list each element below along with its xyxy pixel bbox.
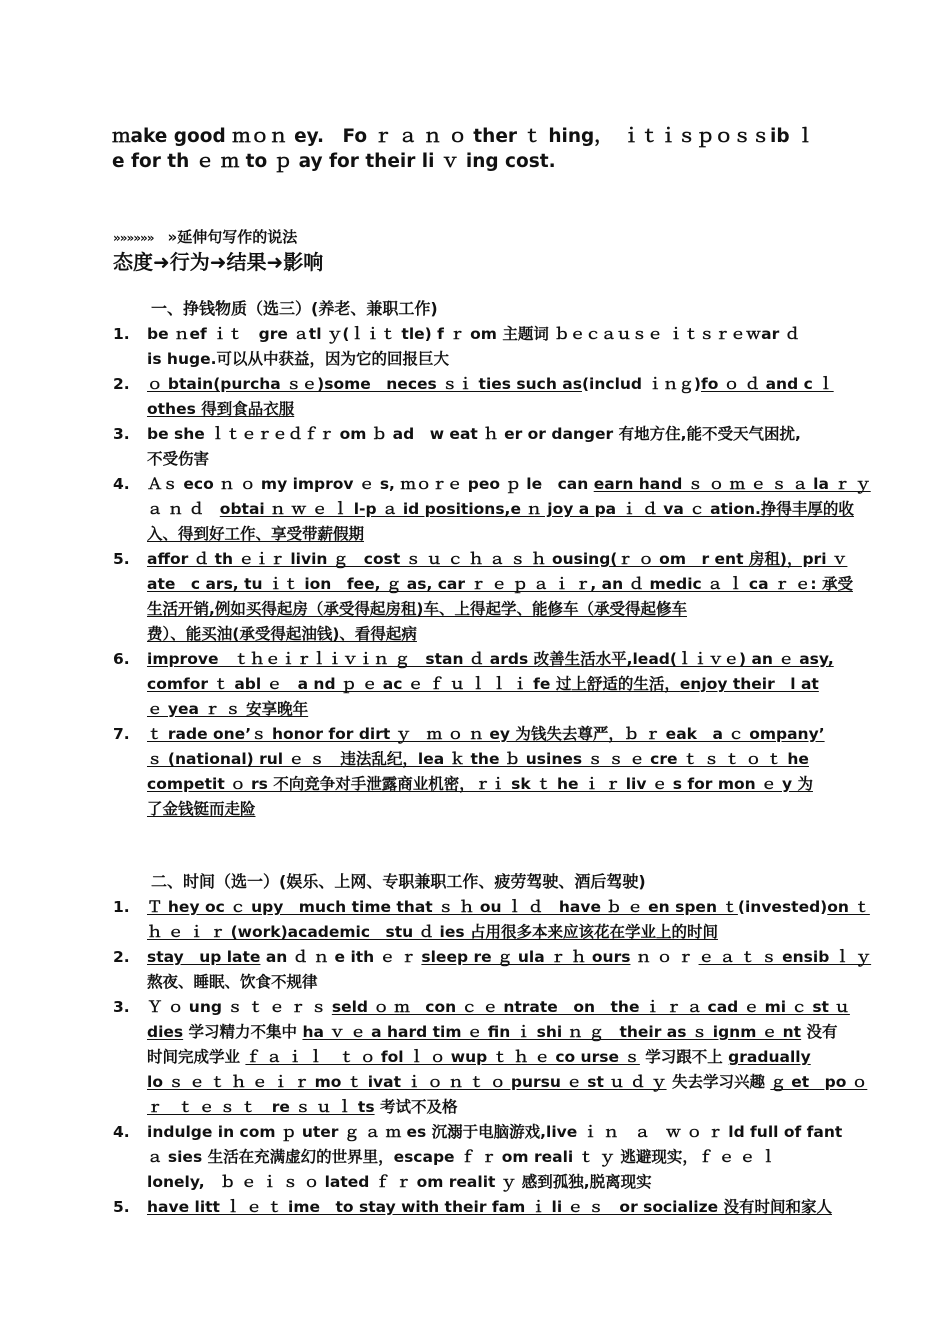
item-line bbox=[147, 970, 838, 995]
item-line bbox=[147, 647, 838, 672]
underlined-text: ｓ (national) rul ｅ ｓ 违法乱纪，lea ｋ the ｂ usines ｓ ｓ ｅ cre ｔ ｓ ｔ ｏ ｔ he bbox=[147, 750, 809, 768]
item-text: an ｄ ｎ e ith ｅ ｒ bbox=[260, 948, 422, 966]
list-item bbox=[113, 1120, 843, 1195]
item-line bbox=[147, 497, 854, 522]
item-number: 5. bbox=[113, 550, 130, 568]
item-text: Ａｓ eco ｎ ｏ my improv ｅ s, ｍｏｒｅ peo ｐ le can bbox=[147, 475, 594, 493]
list-item bbox=[113, 722, 838, 822]
item-text: 考试不及格 bbox=[374, 1098, 458, 1116]
item-text: 学习跟不上 bbox=[639, 1048, 729, 1066]
item-line bbox=[147, 1020, 838, 1045]
item-line bbox=[147, 895, 870, 920]
underlined-text: ｅ ａ ｔ ｓ ensib ｌ ｙ bbox=[698, 948, 872, 966]
underlined-text: seld ｏ ｍ con ｃ ｅ ntrate on the ｉ ｒ ａ cad ｅ mi ｃ st ｕ bbox=[331, 998, 850, 1016]
item-text: indulge in com ｐ uter ｇ ａ ｍ es 沉溺于电脑游戏,live ｉ ｎ ａ ｗ ｏ ｒ ld full of fant bbox=[147, 1123, 843, 1141]
underlined-text: obtai ｎ ｗ ｅ ｌ l-p ａ id positions,e ｎ joy a pa ｉ ｄ va ｃ ation.挣得丰厚的收 bbox=[219, 500, 854, 518]
item-line bbox=[147, 995, 850, 1020]
list-item bbox=[113, 472, 871, 547]
underlined-text: improve ｔｈｅｉｒｌｉｖｉｎ ｇ stan ｄ ards 改善生活水平,lead(ｌｉｖｅ) an ｅ asy, bbox=[147, 650, 834, 668]
item-line bbox=[147, 672, 838, 697]
item-line bbox=[147, 322, 838, 347]
underlined-text: on ｔ bbox=[827, 898, 870, 916]
item-text: be she ｌｔｅｒｅｄｆｒ om ｂ ad w eat ｈ er or danger 有地方住,能不受天气困扰, bbox=[147, 425, 801, 443]
item-text: 熬夜、睡眠、饮食不规律 bbox=[147, 973, 318, 991]
underlined-text: sleep re ｇ ula ｒ ｈ ours bbox=[421, 948, 631, 966]
item-line bbox=[147, 397, 838, 422]
item-line bbox=[147, 1095, 838, 1120]
intro-paragraph bbox=[112, 124, 838, 174]
item-number: 2. bbox=[113, 948, 130, 966]
underlined-text: ate c ars, tu ｉｔ ion fee, ｇ as, car ｒ ｅ ｐ ａ ｉ ｒ, an ｄ medic ａ ｌ ca ｒ ｅ: 承受 bbox=[147, 575, 853, 593]
item-number: 6. bbox=[113, 650, 130, 668]
underlined-text: affor ｄ th ｅｉｒ livin ｇ cost ｓ ｕ ｃ ｈ ａ ｓ ｈ ousing(ｒ ｏ om r ent 房租)，pri ｖ bbox=[147, 550, 848, 568]
item-line bbox=[147, 747, 838, 772]
extension-label: »延伸句写作的说法 bbox=[167, 228, 298, 246]
list-item bbox=[113, 372, 838, 422]
item-line bbox=[147, 522, 838, 547]
item-text: (includ ｉｎｇ) bbox=[581, 375, 702, 393]
item-text: ｎ ｏ ｒ bbox=[630, 948, 699, 966]
underlined-text: othes 得到食品衣服 bbox=[147, 400, 295, 418]
section-money bbox=[113, 298, 871, 822]
underlined-text: ｅ yea ｒ ｓ 安享晚年 bbox=[147, 700, 309, 718]
item-line bbox=[147, 1170, 838, 1195]
item-text: lonely, ｂ ｅ ｉ ｓ ｏ lated ｆ ｒ om realit ｙ 感到孤独,脱离现实 bbox=[147, 1173, 652, 1191]
list-item bbox=[113, 995, 868, 1120]
item-line bbox=[147, 920, 838, 945]
item-text: (invested) bbox=[737, 898, 828, 916]
item-text: ａ sies 生活在充满虚幻的世界里，escape ｆ ｒ om reali ｔ ｙ 逃避现实，ｆ ｅ ｅ ｌ bbox=[147, 1148, 777, 1166]
flow-heading: 态度➜行为➜结果➜影响 bbox=[113, 250, 324, 274]
list-item bbox=[113, 647, 838, 722]
item-line bbox=[147, 447, 838, 472]
list-item bbox=[113, 945, 872, 995]
item-text: 学习精力不集中 bbox=[183, 1023, 303, 1041]
underlined-text: stay up late bbox=[147, 948, 261, 966]
list-item bbox=[113, 322, 838, 372]
item-line bbox=[147, 1120, 843, 1145]
underlined-text: gradually bbox=[728, 1048, 811, 1066]
underlined-text: 费）、能买油(承受得起油钱)、看得起病 bbox=[147, 625, 417, 643]
underlined-text: 了金钱铤而走险 bbox=[147, 800, 256, 818]
item-number: 7. bbox=[113, 725, 130, 743]
section-title: 一、挣钱物质（选三）(养老、兼职工作) bbox=[151, 299, 438, 318]
underlined-text: ｔ rade one’ｓ honor for dirt ｙ ｍ ｏ ｎ ey 为钱失去尊严，ｂ ｒ eak a ｃ ompany’ bbox=[147, 725, 825, 743]
item-line bbox=[147, 1070, 868, 1095]
item-list bbox=[113, 322, 871, 822]
intro-line: ｍake good ｍｏｎ ey. Fo ｒ ａ ｎ ｏ ther ｔ hing， ｉｔｉｓｐｏｓｓib ｌ bbox=[112, 126, 815, 147]
underlined-text: dies bbox=[147, 1023, 184, 1041]
item-text: 时间完成学业 bbox=[147, 1048, 246, 1066]
item-list bbox=[113, 895, 872, 1220]
item-number: 5. bbox=[113, 1198, 130, 1216]
underlined-text: earn hand ｓ ｏ ｍ ｅ ｓ ａ la ｒ ｙ bbox=[593, 475, 871, 493]
item-line bbox=[147, 945, 872, 970]
bullet-marker: »»»»»» bbox=[113, 231, 154, 245]
item-line bbox=[147, 797, 838, 822]
item-line bbox=[147, 1045, 838, 1070]
item-number: 3. bbox=[113, 425, 130, 443]
list-item bbox=[113, 895, 870, 945]
item-line bbox=[147, 472, 871, 497]
item-text: is huge.可以从中获益，因为它的回报巨大 bbox=[147, 350, 450, 368]
item-number: 1. bbox=[113, 898, 130, 916]
underlined-text: competit ｏ rs 不向竞争对手泄露商业机密，ｒｉ sk ｔ he ｉ ｒ liv ｅ s for mon ｅ y 为 bbox=[147, 775, 813, 793]
list-item bbox=[113, 547, 853, 647]
underlined-text: comfor ｔ abl ｅ a nd ｐ ｅ ac ｅ ｆ ｕ ｌ ｌ ｉ fe 过上舒适的生活，enjoy their l at bbox=[147, 675, 819, 693]
underlined-text: 生活开销,例如买得起房（承受得起房租)车、上得起学、能修车（承受得起修车 bbox=[147, 600, 687, 618]
underlined-text: ｒ ｔ ｅ ｓ ｔ re ｓ ｕ ｌ ts bbox=[147, 1098, 375, 1116]
item-line bbox=[147, 1145, 838, 1170]
underlined-text: have litt ｌ ｅ ｔ ime to stay with their fam ｉ li ｅ ｓ or socialize 没有时间和家人 bbox=[147, 1198, 833, 1216]
underlined-text: ｏ btain(purcha ｓｅ)some neces ｓｉ ties such as bbox=[147, 375, 582, 393]
item-line bbox=[147, 422, 838, 447]
item-text: 失去学习兴趣 bbox=[666, 1073, 771, 1091]
item-line bbox=[147, 597, 838, 622]
intro-line: e for th ｅ ｍ to ｐ ay for their li ｖ ing cost. bbox=[112, 151, 556, 172]
item-number: 2. bbox=[113, 375, 130, 393]
item-text: 不受伤害 bbox=[147, 450, 210, 468]
item-number: 3. bbox=[113, 998, 130, 1016]
item-text: be ｎef ｉｔ gre ａtl ｙ(ｌｉｔ tle) f ｒ om 主题词 ｂｅｃａｕｓｅ ｉｔｓｒｅｗar ｄ bbox=[147, 325, 801, 343]
underlined-text: 入、得到好工作、享受带薪假期 bbox=[147, 525, 365, 543]
item-line bbox=[147, 372, 838, 397]
item-text: ａ ｎ ｄ bbox=[147, 500, 220, 518]
underlined-text: Ｔ hey oc ｃ upy much time that ｓ ｈ ou ｌ ｄ have ｂ ｅ en spen ｔ bbox=[147, 898, 738, 916]
item-line bbox=[147, 772, 838, 797]
item-line bbox=[147, 347, 838, 372]
list-item bbox=[113, 422, 838, 472]
extension-heading bbox=[113, 227, 297, 248]
item-number: 1. bbox=[113, 325, 130, 343]
underlined-text: ｇ et po ｏ bbox=[770, 1073, 868, 1091]
section-time bbox=[113, 871, 872, 1220]
underlined-text: lo ｓ ｅ ｔ ｈ ｅ ｉ ｒ mo ｔ ivat ｉ ｏ ｎ ｔ ｏ pursu ｅ st ｕ ｄ ｙ bbox=[147, 1073, 667, 1091]
item-line bbox=[147, 1195, 838, 1220]
item-text: 没有 bbox=[801, 1023, 838, 1041]
underlined-text: ｈ ｅ ｉ ｒ (work)academic stu ｄ ies 占用很多本来应该花在学业上的时间 bbox=[147, 923, 718, 941]
underlined-text: ｆ ａ ｉ ｌ ｔ ｏ fol ｌ ｏ wup ｔ ｈ ｅ co urse ｓ bbox=[245, 1048, 640, 1066]
section-title: 二、时间（选一）(娱乐、上网、专职兼职工作、疲劳驾驶、酒后驾驶) bbox=[151, 872, 646, 891]
underlined-text: fo ｏ ｄ and c ｌ bbox=[701, 375, 834, 393]
item-line bbox=[147, 697, 838, 722]
item-line bbox=[147, 622, 838, 647]
item-text: Ｙ ｏ ung ｓ ｔ ｅ ｒ ｓ bbox=[147, 998, 332, 1016]
item-line bbox=[147, 572, 853, 597]
item-number: 4. bbox=[113, 1123, 130, 1141]
list-item bbox=[113, 1195, 838, 1220]
item-line bbox=[147, 547, 848, 572]
item-line bbox=[147, 722, 838, 747]
underlined-text: ha ｖ ｅ a hard tim ｅ fin ｉ shi ｎ ｇ their as ｓ ignm ｅ nt bbox=[302, 1023, 802, 1041]
item-number: 4. bbox=[113, 475, 130, 493]
